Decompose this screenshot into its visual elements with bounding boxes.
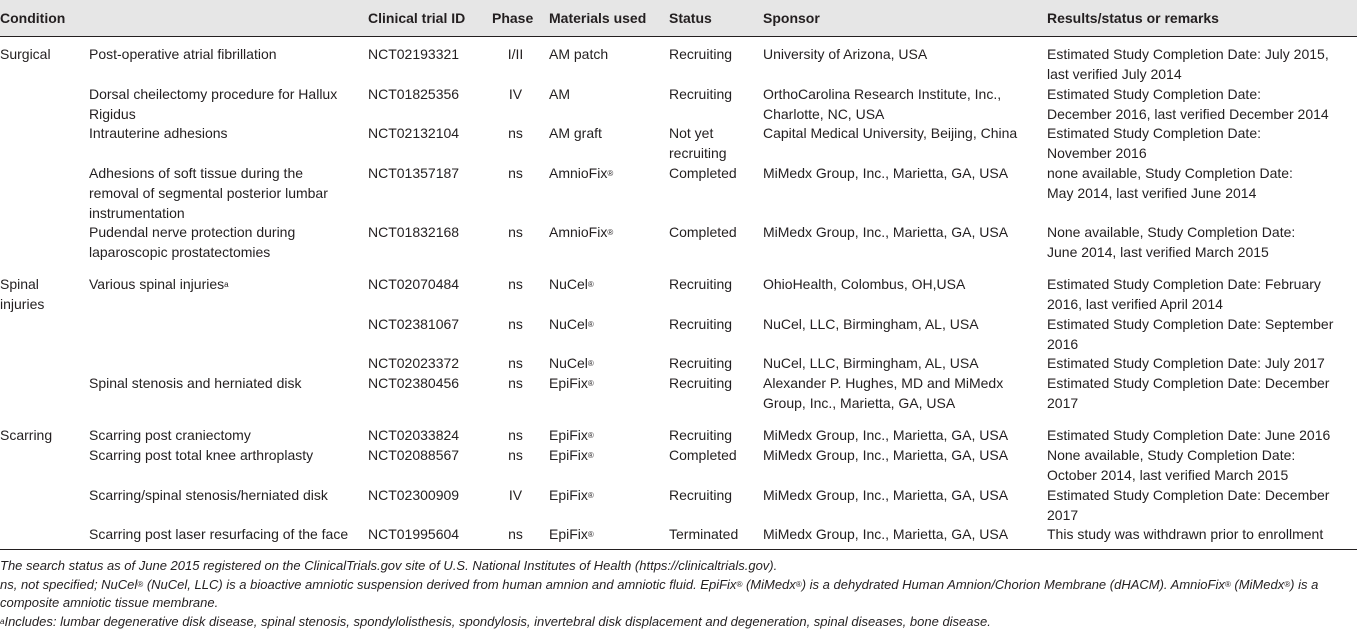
header-status: Status — [669, 10, 712, 26]
material — [549, 353, 594, 373]
material-name: EpiFix — [549, 427, 588, 443]
sponsor-text: MiMedx Group, Inc., Marietta, GA, USA — [763, 224, 1009, 240]
material — [549, 485, 594, 505]
phase: IV — [508, 487, 523, 503]
results-text: June 2014, last verified March 2015 — [1047, 244, 1269, 260]
material — [549, 524, 594, 544]
material-name: NuCel — [549, 316, 588, 332]
results-text: 2017 — [1047, 395, 1079, 411]
results-text: Estimated Study Completion Date: July 2015, — [1047, 46, 1329, 62]
material — [549, 84, 570, 104]
status-text: Recruiting — [669, 375, 733, 391]
group-scarring: Scarring — [0, 427, 53, 443]
results-text: None available, Study Completion Date: — [1047, 224, 1296, 240]
header-trial-id: Clinical trial ID — [368, 10, 466, 26]
material-name: EpiFix — [549, 375, 588, 391]
condition-text: Scarring/spinal stenosis/herniated disk — [89, 487, 328, 503]
group-surgical: Surgical — [0, 46, 51, 62]
sponsor-text: Group, Inc., Marietta, GA, USA — [763, 395, 956, 411]
status-text: Completed — [669, 165, 737, 181]
material-name: AM patch — [549, 46, 609, 62]
status-text: Completed — [669, 224, 737, 240]
sponsor-text: MiMedx Group, Inc., Marietta, GA, USA — [763, 447, 1009, 463]
material — [549, 425, 594, 445]
phase: ns — [508, 427, 523, 443]
condition-text: Scarring post total knee arthroplasty — [89, 447, 314, 463]
material-name: NuCel — [549, 276, 588, 292]
results-text: Estimated Study Completion Date: July 2017 — [1047, 355, 1325, 371]
results-text: 2017 — [1047, 507, 1079, 523]
trial-id: NCT02023372 — [368, 355, 460, 371]
condition-text: Spinal stenosis and herniated disk — [89, 375, 302, 391]
footnote-marker: a — [224, 280, 229, 289]
status-text: Recruiting — [669, 86, 733, 102]
group-spinal-line1: Spinal — [0, 276, 39, 292]
results-text: Estimated Study Completion Date: September — [1047, 316, 1334, 332]
phase: I/II — [507, 46, 524, 62]
material-name: EpiFix — [549, 447, 588, 463]
header-materials: Materials used — [549, 10, 647, 26]
group-spinal-line2: injuries — [0, 296, 45, 312]
results-text: Estimated Study Completion Date: December — [1047, 487, 1330, 503]
sponsor-text: NuCel, LLC, Birmingham, AL, USA — [763, 316, 979, 332]
sponsor-text: OrthoCarolina Research Institute, Inc., — [763, 86, 1002, 102]
status-text: Recruiting — [669, 46, 733, 62]
condition-text: removal of segmental posterior lumbar — [89, 185, 328, 201]
results-text: 2016 — [1047, 336, 1079, 352]
registered-mark: ® — [587, 491, 594, 500]
material — [549, 163, 613, 183]
sponsor-text: University of Arizona, USA — [763, 46, 928, 62]
sponsor-text: Capital Medical University, Beijing, China — [763, 125, 1018, 141]
trial-id: NCT02381067 — [368, 316, 460, 332]
status-text: Recruiting — [669, 276, 733, 292]
registered-mark: ® — [587, 320, 594, 329]
phase: ns — [508, 375, 523, 391]
results-text: Estimated Study Completion Date: February — [1047, 276, 1321, 292]
condition-text: laparoscopic prostatectomies — [89, 244, 271, 260]
phase: IV — [508, 86, 523, 102]
material — [549, 314, 594, 334]
sponsor-text: MiMedx Group, Inc., Marietta, GA, USA — [763, 487, 1009, 503]
trial-id: NCT01832168 — [368, 224, 460, 240]
phase: ns — [508, 526, 523, 542]
results-text: December 2016, last verified December 2014 — [1047, 106, 1329, 122]
material-name: AM — [549, 86, 570, 102]
trial-id: NCT02132104 — [368, 125, 460, 141]
phase: ns — [508, 224, 523, 240]
header-phase: Phase — [492, 10, 534, 26]
sponsor-text: OhioHealth, Colombus, OH,USA — [763, 276, 966, 292]
material — [549, 44, 608, 64]
material-name: EpiFix — [549, 487, 588, 503]
phase: ns — [508, 447, 523, 463]
condition-text: Scarring post craniectomy — [89, 427, 251, 443]
material — [549, 373, 594, 393]
header-results: Results/status or remarks — [1047, 10, 1219, 26]
status-text: Recruiting — [669, 355, 733, 371]
trial-id: NCT01357187 — [368, 165, 460, 181]
footnote-a: $^a$Includes: lumbar degenerative disk disease, spinal stenosis, spondylolisthesis, spondylosis, invertebral disk displacement and degeneration, spinal diseases, bone disease. — [0, 614, 991, 629]
trial-id: NCT02070484 — [368, 276, 460, 292]
material — [549, 445, 594, 465]
trial-id: NCT01995604 — [368, 526, 460, 542]
results-text: 2016, last verified April 2014 — [1047, 296, 1223, 312]
footnote-abbreviations-cont: composite amniotic tissue membrane. — [0, 595, 219, 610]
sponsor-text: NuCel, LLC, Birmingham, AL, USA — [763, 355, 979, 371]
material — [549, 123, 602, 143]
registered-mark: ® — [587, 359, 594, 368]
footnote-abbreviations: ns, not specified; NuCel® (NuCel, LLC) is a bioactive amniotic suspension derived from human amnion and amniotic fluid. EpiFix® (MiMedx®) is a dehydrated Human Amnion/Chorion Membrane (dHACM). AmnioFix® (MiMedx®) is a — [0, 577, 1319, 592]
sponsor-text: Alexander P. Hughes, MD and MiMedx — [763, 375, 1004, 391]
status-text: Terminated — [669, 526, 739, 542]
results-text: none available, Study Completion Date: — [1047, 165, 1293, 181]
registered-mark: ® — [587, 530, 594, 539]
header-sponsor: Sponsor — [763, 10, 820, 26]
condition-text — [89, 274, 229, 294]
results-text: May 2014, last verified June 2014 — [1047, 185, 1257, 201]
trial-id: NCT02033824 — [368, 427, 460, 443]
condition-text: Rigidus — [89, 106, 136, 122]
material-name: AmnioFix — [549, 165, 608, 181]
registered-mark: ® — [587, 451, 594, 460]
condition-text: instrumentation — [89, 205, 185, 221]
header-condition: Condition — [0, 10, 66, 26]
status-text: recruiting — [669, 145, 727, 161]
phase: ns — [508, 165, 523, 181]
registered-mark: ® — [587, 379, 594, 388]
results-text: Estimated Study Completion Date: — [1047, 125, 1261, 141]
registered-mark: ® — [607, 228, 614, 237]
registered-mark: ® — [587, 431, 594, 440]
status-text: Recruiting — [669, 427, 733, 443]
results-text: This study was withdrawn prior to enrollment — [1047, 526, 1324, 542]
status-text: Not yet — [669, 125, 714, 141]
results-text: Estimated Study Completion Date: June 2016 — [1047, 427, 1331, 443]
condition-text: Pudendal nerve protection during — [89, 224, 296, 240]
condition-text: Intrauterine adhesions — [89, 125, 228, 141]
results-text: Estimated Study Completion Date: December — [1047, 375, 1330, 391]
condition-text: Adhesions of soft tissue during the — [89, 165, 304, 181]
sponsor-text: Charlotte, NC, USA — [763, 106, 885, 122]
status-text: Recruiting — [669, 316, 733, 332]
trial-id: NCT02380456 — [368, 375, 460, 391]
phase: ns — [508, 125, 523, 141]
material-name: EpiFix — [549, 526, 588, 542]
material-name: NuCel — [549, 355, 588, 371]
material — [549, 222, 613, 242]
status-text: Recruiting — [669, 487, 733, 503]
material — [549, 274, 594, 294]
trial-id: NCT02088567 — [368, 447, 460, 463]
table-header — [0, 0, 1357, 37]
table-bottom-rule — [0, 549, 1357, 550]
results-text: last verified July 2014 — [1047, 66, 1182, 82]
material-name: AmnioFix — [549, 224, 608, 240]
footnote-search-status: The search status as of June 2015 registered on the ClinicalTrials.gov site of U.S. National Institutes of Health (https://clinicaltrials.gov). — [0, 558, 778, 573]
results-text: October 2014, last verified March 2015 — [1047, 467, 1289, 483]
phase: ns — [508, 316, 523, 332]
phase: ns — [508, 355, 523, 371]
results-text: None available, Study Completion Date: — [1047, 447, 1296, 463]
trial-id: NCT01825356 — [368, 86, 460, 102]
results-text: Estimated Study Completion Date: — [1047, 86, 1261, 102]
registered-mark: ® — [607, 169, 614, 178]
results-text: November 2016 — [1047, 145, 1147, 161]
material-name: AM graft — [549, 125, 602, 141]
status-text: Completed — [669, 447, 737, 463]
sponsor-text: MiMedx Group, Inc., Marietta, GA, USA — [763, 526, 1009, 542]
condition-text: Scarring post laser resurfacing of the face — [89, 526, 349, 542]
trial-id: NCT02300909 — [368, 487, 460, 503]
sponsor-text: MiMedx Group, Inc., Marietta, GA, USA — [763, 165, 1009, 181]
phase: ns — [508, 276, 523, 292]
sponsor-text: MiMedx Group, Inc., Marietta, GA, USA — [763, 427, 1009, 443]
registered-mark: ® — [587, 280, 594, 289]
condition-label: Various spinal injuries — [89, 276, 225, 292]
condition-text: Post-operative atrial fibrillation — [89, 46, 277, 62]
condition-text: Dorsal cheilectomy procedure for Hallux — [89, 86, 338, 102]
trial-id: NCT02193321 — [368, 46, 460, 62]
